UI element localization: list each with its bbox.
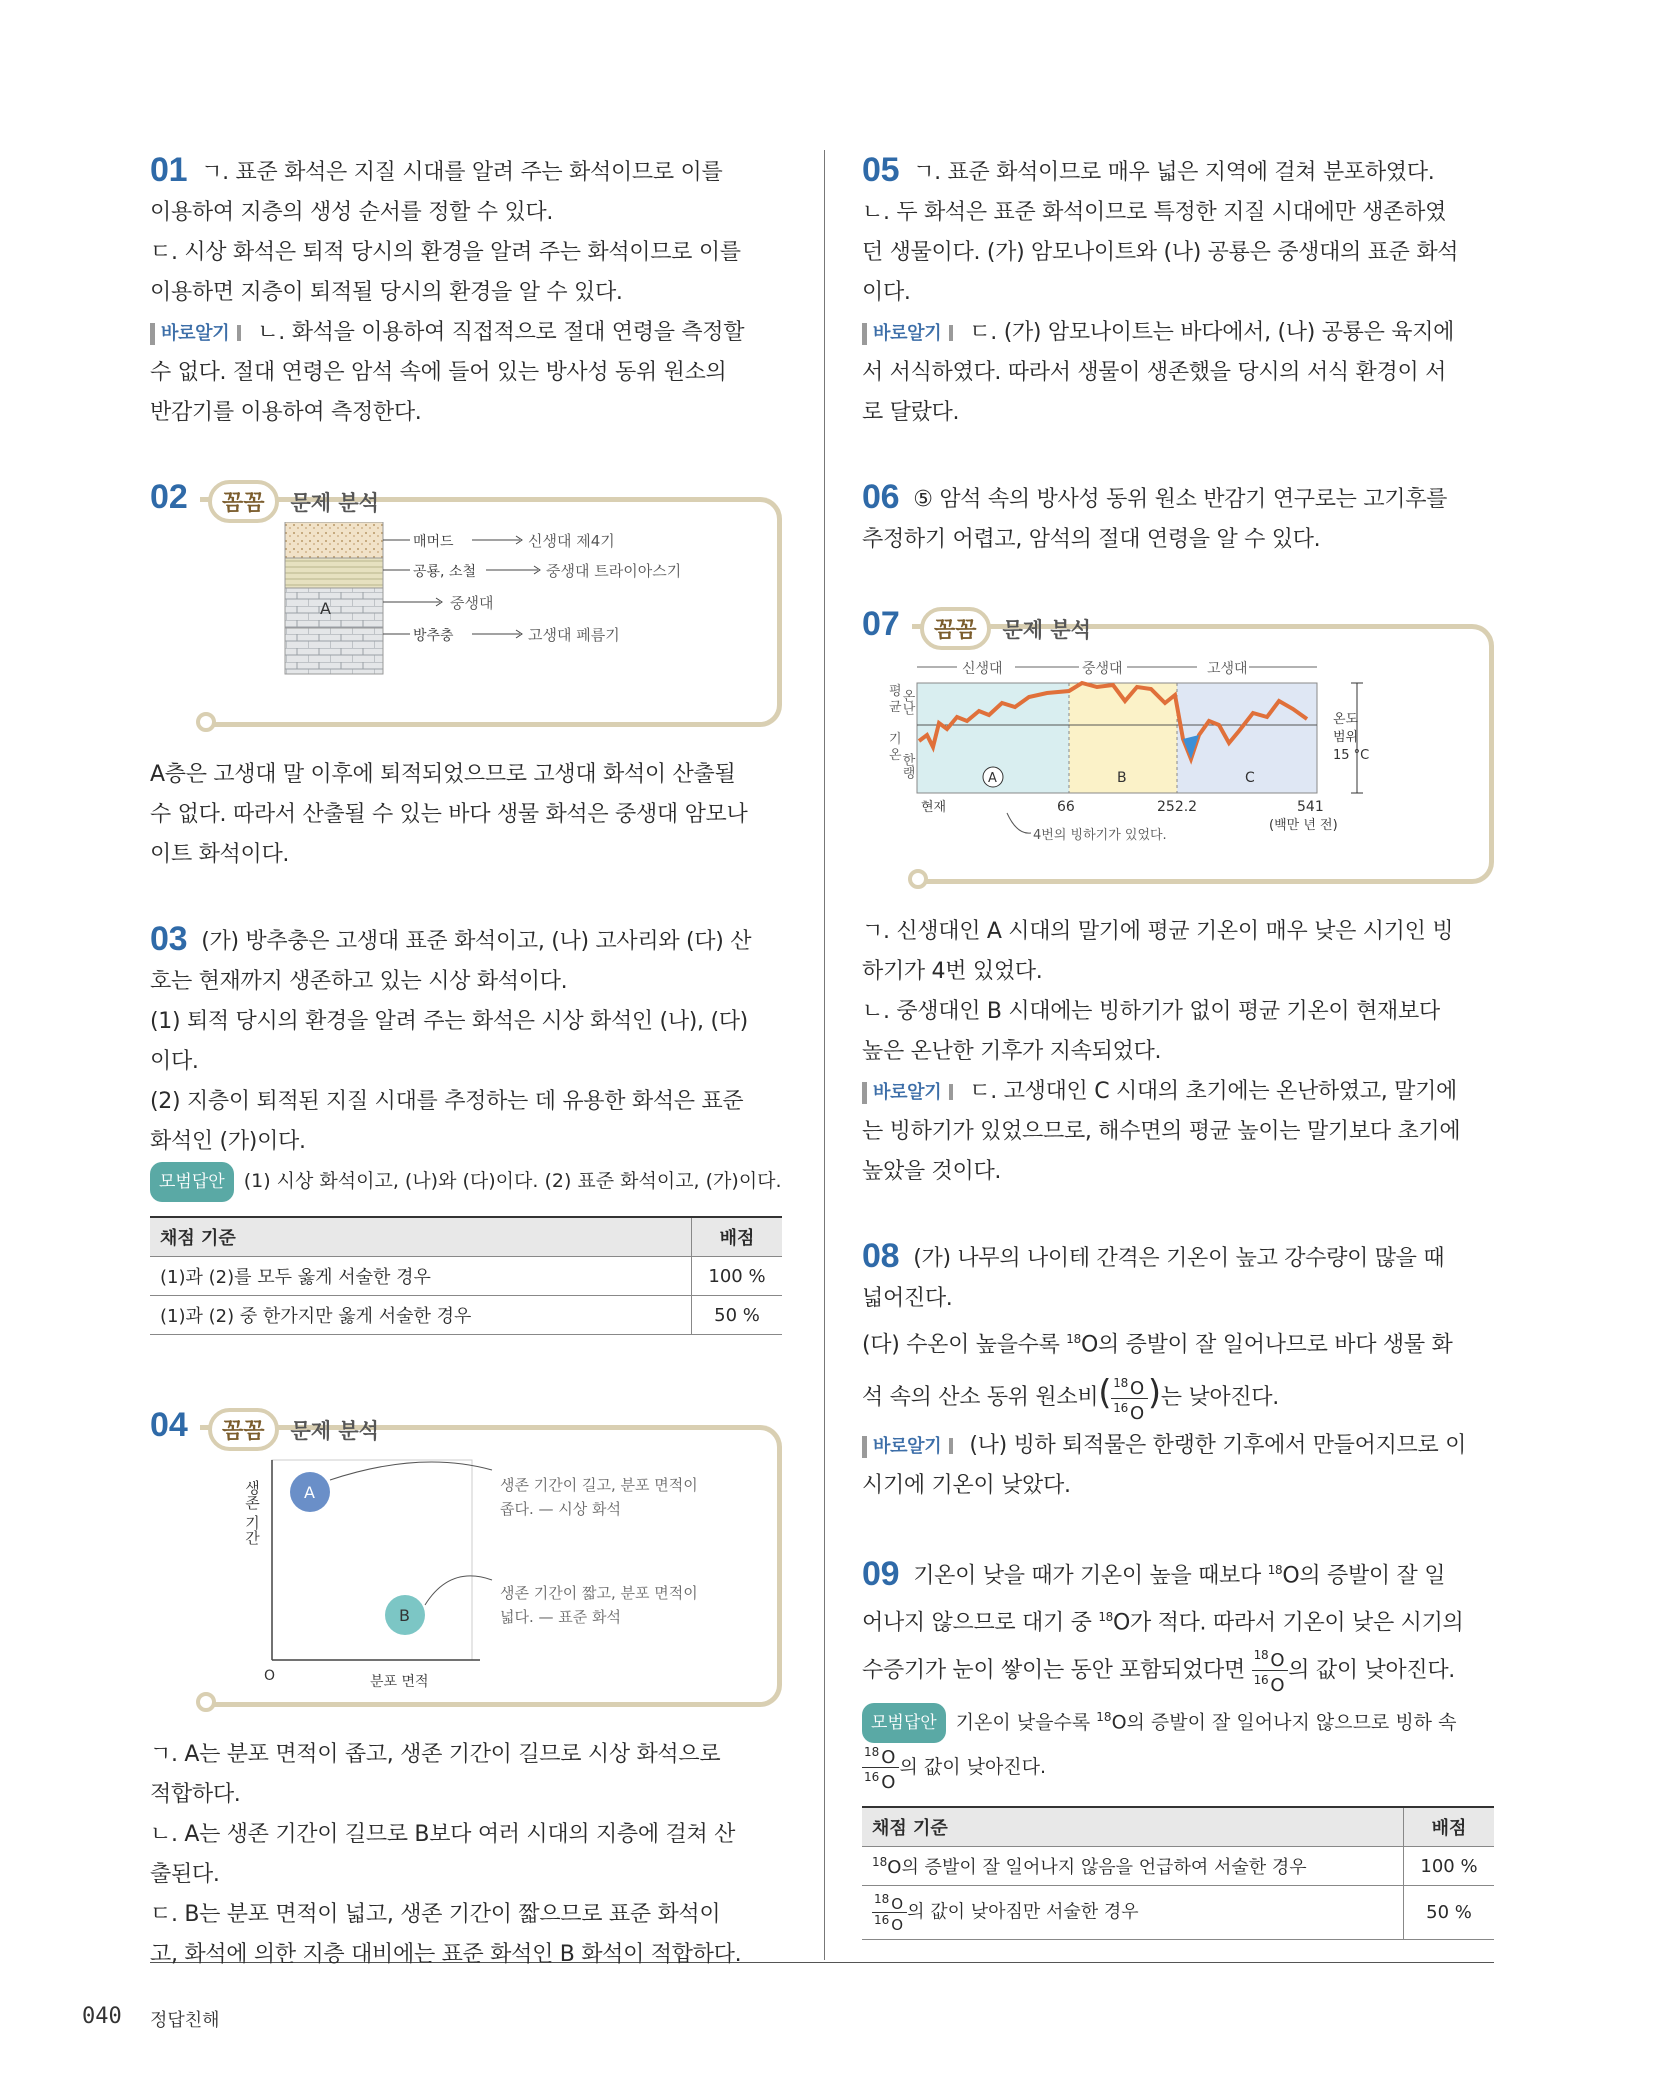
layer-a [285, 588, 383, 628]
svg-text:신생대: 신생대 [962, 661, 1003, 677]
analysis-box [200, 490, 782, 727]
answer-04: 04 꼼꼼 문제 분석 생존 기간 O 분포 면적 A B 생존 기간이 길고, 분포 면적이 좁다. — 시상 화석 생존 기간이 짧고, 분포 면적이 넓다. — 표준 화석 ㄱ. A는 분포 면적이 좁고, 생존 기간이 길므로 시상 화석으로 적합하다. ㄴ. A는 생존 기간이 길므로 B보다 여러 시대의 지층에 걸쳐 산 출된다. ㄷ. B는 분포 면적이 넓고, 생존 기간이 짧으므로 표준 화석이 고, 화석에 의한 지층 대비에는 표준 화석인 B 화석이 적합하다. [150, 1405, 782, 1975]
layer-a-label: A [320, 599, 331, 618]
answer-08: 08 (가) 나무의 나이테 간격은 기온이 높고 강수량이 많을 때 넓어진다. (다) 수온이 높을수록 $^{18}$O의 증발이 잘 일어나므로 바다 생물 화 석 속의 산소 동위 원소비( $\frac{^{18} O}{^{16} O}$ )는 낮아진다. 바로알기 (나) 빙하 퇴적물은 한랭한 기후에서 만들어지므로 이 시기에 기온이 낮았다. [862, 1237, 1467, 1499]
layer-2 [285, 558, 383, 588]
svg-text:고생대: 고생대 [1207, 661, 1248, 677]
svg-text:252.2: 252.2 [1157, 799, 1198, 815]
scoring-table: 채점 기준 배점 $^{18}$O의 증발이 잘 일어나지 않음을 언급하여 서술한 경우 100 % $\frac{^{18} O}{^{16} O}$ 의 값이 낮아짐만 서술한 경우 50 % [862, 1806, 1494, 1940]
svg-text:공룡, 소철: 공룡, 소철 [413, 564, 476, 580]
answer-03: 03 (가) 방추충은 고생대 표준 화석이고, (나) 고사리와 (다) 산 호는 현재까지 생존하고 있는 시상 화석이다. (1) 퇴적 당시의 환경을 알려 주는 화석은 시상 화석인 (나), (다) 이다. (2) 지층이 퇴적된 지질 시대를 추정하는 데 유용한 화석은 표준 화석인 (가)이다. 모범답안 (1) 시상 화석이고, (나)와 (다)이다. (2) 표준 화석이고, (가)이다. 채점 기준 배점 (1)과 (2)를 모두 옳게 서술한 경우 100 % (1)과 (2) 중 한가지만 옳게 서술한 경우 50 % [150, 919, 782, 1335]
ggum-badge: 꼼꼼 [208, 480, 279, 523]
layer-top [285, 522, 383, 558]
svg-text:매머드: 매머드 [413, 534, 454, 550]
svg-text:분포 면적: 분포 면적 [370, 1674, 429, 1690]
analysis-heading: 문제 분석 [290, 1418, 379, 1443]
svg-text:O: O [264, 1668, 276, 1684]
scoring-table: 채점 기준 배점 (1)과 (2)를 모두 옳게 서술한 경우 100 % (1)과 (2) 중 한가지만 옳게 서술한 경우 50 % [150, 1216, 782, 1335]
svg-text:온도: 온도 [1333, 712, 1359, 727]
left-column [150, 150, 782, 2019]
svg-text:고생대 페름기: 고생대 페름기 [528, 626, 620, 644]
isotope-ratio: $\frac{^{18} O}{^{16} O}$ [862, 1743, 899, 1792]
svg-text:온난: 온난 [899, 689, 915, 715]
correction-tag: 바로알기 [150, 323, 249, 345]
question-number: 09 [862, 1554, 900, 1593]
analysis-box [889, 617, 1494, 884]
isotope-ratio: $\frac{^{18} O}{^{16} O}$ [1252, 1646, 1289, 1695]
strata-figure [220, 522, 780, 722]
question-number: 08 [862, 1237, 900, 1275]
temperature-chart [857, 643, 1437, 883]
answer-05: 05 ㄱ. 표준 화석이므로 매우 넓은 지역에 걸쳐 분포하였다. ㄴ. 두 화석은 표준 화석이므로 특정한 지질 시대에만 생존하였 던 생물이다. (가) 암모나이트와 (나) 공룡은 중생대의 표준 화석 이다. 바로알기 ㄷ. (가) 암모나이트는 바다에서, (나) 공룡은 육지에 서 서식하였다. 따라서 생물이 생존했을 당시의 서식 환경이 서 로 달랐다. [862, 151, 1459, 425]
svg-text:B: B [399, 1606, 410, 1625]
answer-02: 02 꼼꼼 문제 분석 A 매머드 신생대 제4기 공룡, 소철 중생대 트라이아스기 중생대 방추충 고생대 페름기 A층은 고생대 말 이후에 퇴적되었으므로 고생대 화석이 산출될 수 없다. 따라서 산출될 수 있는 바다 생물 화석은 중생대 암모나 이트 화석이다. [150, 477, 782, 875]
svg-text:중생대: 중생대 [450, 594, 494, 612]
analysis-heading: 문제 분석 [290, 490, 379, 515]
analysis-heading: 문제 분석 [1002, 617, 1091, 642]
svg-text:평: 평 [889, 684, 902, 699]
svg-text:균: 균 [889, 700, 902, 715]
question-number: 02 [150, 477, 188, 516]
page-number: 040 [82, 2004, 122, 2029]
footer-label: 정답친해 [150, 2010, 220, 2031]
svg-text:생존 기간이 짧고, 분포 면적이: 생존 기간이 짧고, 분포 면적이 [500, 1584, 698, 1602]
right-column [862, 150, 1494, 1984]
svg-text:A: A [988, 771, 997, 786]
model-answer-badge: 모범답안 [150, 1162, 234, 1202]
model-answer-badge: 모범답안 [862, 1703, 946, 1743]
svg-text:생존 기간: 생존 기간 [243, 1480, 261, 1545]
question-number: 06 [862, 478, 900, 516]
answer-01: 01 ㄱ. 표준 화석은 지질 시대를 알려 주는 화석이므로 이를 이용하여 지층의 생성 순서를 정할 수 있다. ㄷ. 시상 화석은 퇴적 당시의 환경을 알려 주는 화석이므로 이를 이용하면 지층이 퇴적될 당시의 환경을 알 수 있다. 바로알기 ㄴ. 화석을 이용하여 직접적으로 절대 연령을 측정할 수 없다. 절대 연령은 암석 속에 들어 있는 방사성 동위 원소의 반감기를 이용하여 측정한다. [150, 151, 745, 425]
svg-text:넓다. — 표준 화석: 넓다. — 표준 화석 [500, 1608, 622, 1626]
question-number: 01 [150, 151, 188, 189]
ggum-badge: 꼼꼼 [920, 607, 991, 650]
ggum-badge: 꼼꼼 [208, 1408, 279, 1451]
svg-text:15 °C: 15 °C [1333, 748, 1370, 763]
svg-text:C: C [1245, 770, 1255, 786]
svg-text:신생대 제4기: 신생대 제4기 [528, 532, 615, 550]
svg-text:중생대: 중생대 [1082, 661, 1123, 677]
range-duration-figure [200, 1450, 760, 1700]
question-number: 03 [150, 920, 188, 958]
svg-text:541: 541 [1297, 799, 1324, 815]
svg-text:좁다. — 시상 화석: 좁다. — 시상 화석 [500, 1500, 622, 1518]
correction-tag: 바로알기 [862, 323, 961, 345]
svg-text:현재: 현재 [921, 800, 947, 815]
svg-text:온: 온 [889, 748, 902, 763]
svg-text:중생대 트라이아스기: 중생대 트라이아스기 [546, 562, 682, 580]
answer-09: 09 기온이 낮을 때가 기온이 높을 때보다 $^{18}$O의 증발이 잘 일 어나지 않으므로 대기 중 $^{18}$O가 적다. 따라서 기온이 낮은 시기의 수증기가 눈이 쌓이는 동안 포함되었다면 $\frac{^{18} O}{^{16} O}$ 의 값이 낮아진다. 모범답안 기온이 낮을수록 $^{18}$O의 증발이 잘 일어나지 않으므로 빙하 속 $\frac{^{18} O}{^{16} O}$ 의 값이 낮아진다. 채점 기준 배점 $^{18}$O의 증발이 잘 일어나지 않음을 언급하여 서술한 경우 100 % $\frac{^{18} O}{^{16} O}$ 의 값이 낮아짐만 서술한 경우 50 % [862, 1550, 1494, 1940]
svg-text:기: 기 [889, 732, 902, 747]
answer-07: 07 꼼꼼 문제 분석 신생대 중생대 고생대 평 균 기 온 온난 한랭 A B C 현재 66 252.2 541 (백만 년 전) 온도 범위 15 °C 4번의 빙하기가 있었다. ㄱ. 신생대인 A 시대의 말기에 평균 기온이 매우 낮은 시기인 빙 하기가 4번 있었다. ㄴ. 중생대인 B 시대에는 빙하기가 없이 평균 기온이 현재보다 높은 온난한 기후가 지속되었다. 바로알기 ㄷ. 고생대인 C 시대의 초기에는 온난하였고, 말기에 는 빙하기가 있었으므로, 해수면의 평균 높이는 말기보다 초기에 높았을 것이다. [862, 604, 1494, 1192]
answer-06: 06 ⑤ 암석 속의 방사성 동위 원소 반감기 연구로는 고기후를 추정하기 어렵고, 암석의 절대 연령을 알 수 있다. [862, 478, 1448, 552]
svg-text:방추충: 방추충 [413, 628, 454, 644]
svg-text:4번의 빙하기가 있었다.: 4번의 빙하기가 있었다. [1033, 828, 1167, 843]
svg-text:B: B [1117, 770, 1127, 786]
question-number: 04 [150, 1405, 188, 1444]
analysis-box [200, 1418, 782, 1707]
correction-tag: 바로알기 [862, 1436, 961, 1458]
svg-text:범위: 범위 [1333, 730, 1359, 745]
svg-text:(백만 년 전): (백만 년 전) [1269, 818, 1338, 833]
layer-bottom [285, 628, 383, 674]
question-number: 07 [862, 604, 900, 643]
svg-text:66: 66 [1057, 799, 1075, 815]
correction-tag: 바로알기 [862, 1082, 961, 1104]
svg-text:한랭: 한랭 [899, 753, 915, 779]
svg-text:생존 기간이 길고, 분포 면적이: 생존 기간이 길고, 분포 면적이 [500, 1476, 698, 1494]
column-divider [824, 150, 825, 1960]
svg-text:A: A [304, 1483, 315, 1502]
question-number: 05 [862, 151, 900, 189]
isotope-ratio: $\frac{^{18} O}{^{16} O}$ [1111, 1374, 1148, 1423]
